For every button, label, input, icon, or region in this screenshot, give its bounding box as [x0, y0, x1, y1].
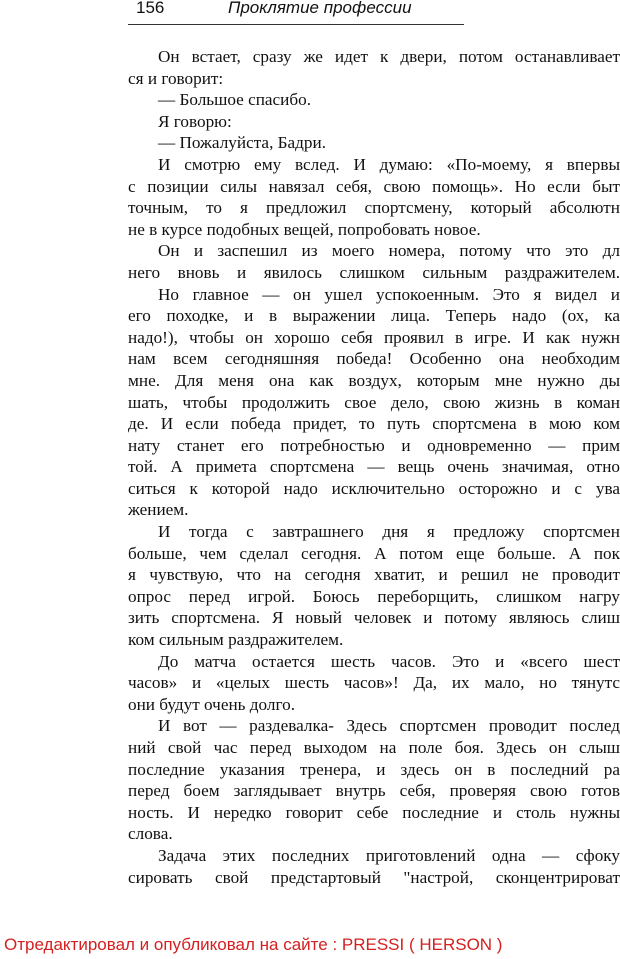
text-line: зить спортсмена. Я новый человек и потому являюсь слиш	[128, 608, 620, 628]
text-line: де. И если победа придет, то путь спортсмена в мою ком	[128, 414, 620, 434]
text-line: жением.	[128, 500, 189, 520]
text-line: слова.	[128, 824, 173, 844]
text-line: больше, чем сделал сегодня. А потом еще больше. А пок	[128, 543, 620, 563]
footer-credit: Отредактировал и опубликовал на сайте : PRESSI ( HERSON )	[4, 935, 503, 954]
text-line: — Большое спасибо.	[158, 90, 312, 110]
page-header	[128, 0, 464, 25]
text-line: ся и говорит:	[128, 68, 224, 88]
body-text	[128, 46, 620, 888]
text-line: они будут очень долго.	[128, 694, 295, 714]
text-line: точным, то я предложил спортсмену, который абсолютн	[128, 198, 620, 218]
text-line: часов» и «целых шесть часов»! Да, их мало, но тянутс	[128, 673, 620, 693]
text-line: опрос перед игрой. Боюсь переборщить, слишком нагру	[128, 586, 620, 606]
text-line: него вновь и явилось слишком сильным раздражителем.	[128, 262, 620, 282]
text-line: И смотрю ему вслед. И думаю: «По-моему, я впервы	[158, 154, 620, 174]
text-line: ком сильным раздражителем.	[128, 630, 344, 650]
text-line: ность. И нередко говорит себе последние и столь нужны	[128, 802, 620, 822]
text-line: не в курсе подобных вещей, попробовать новое.	[128, 219, 481, 239]
text-line: его походке, и в выражении лица. Теперь надо (ох, ка	[128, 306, 620, 326]
text-line: И тогда с завтрашнего дня я предложу спортсмен	[158, 522, 620, 542]
text-line: Он встает, сразу же идет к двери, потом останавливает	[158, 47, 620, 66]
text-line: нам всем сегодняшняя победа! Особенно она необходим	[128, 349, 620, 369]
text-line: последние указания тренера, и здесь он в последний ра	[128, 759, 620, 779]
running-title: Проклятие профессии	[228, 0, 412, 17]
text-line: До матча остается шесть часов. Это и «всего шест	[158, 651, 620, 671]
text-line: шать, чтобы продолжить свое дело, свою жизнь в коман	[128, 392, 620, 412]
text-line: нату станет его потребностью и одновременно — прим	[128, 435, 620, 455]
text-line: той. А примета спортсмена — вещь очень значимая, отно	[128, 457, 620, 477]
page-number: 156	[136, 0, 165, 17]
text-line: ний свой час перед выходом на поле боя. Здесь он слыш	[128, 738, 620, 757]
text-line: И вот — раздевалка- Здесь спортсмен проводит послед	[158, 716, 620, 736]
text-line: Задача этих последних приготовлений одна — сфоку	[158, 845, 620, 865]
text-line: мне. Для меня она как воздух, которым мне нужно ды	[128, 370, 620, 390]
text-line: с позиции силы навязал себя, свою помощь». Но если быт	[128, 176, 620, 196]
text-line: надо!), чтобы он хорошо себя проявил в игре. И как нужн	[128, 327, 620, 347]
text-line: перед боем заглядывает внутрь себя, проверяя свою готов	[128, 781, 620, 801]
text-line: я чувствую, что на сегодня хватит, и решил не проводит	[128, 565, 620, 585]
text-line: Он и заспешил из моего номера, потому что это дл	[158, 241, 620, 261]
text-line: Я говорю:	[158, 111, 232, 131]
text-line: — Пожалуйста, Бадри.	[158, 133, 326, 153]
text-line: сировать свой предстартовый "настрой, сконцентрироват	[128, 867, 620, 887]
text-line: ситься к которой надо исключительно осторожно и с ува	[128, 478, 620, 498]
text-line: Но главное — он ушел успокоенным. Это я видел и	[158, 284, 620, 304]
